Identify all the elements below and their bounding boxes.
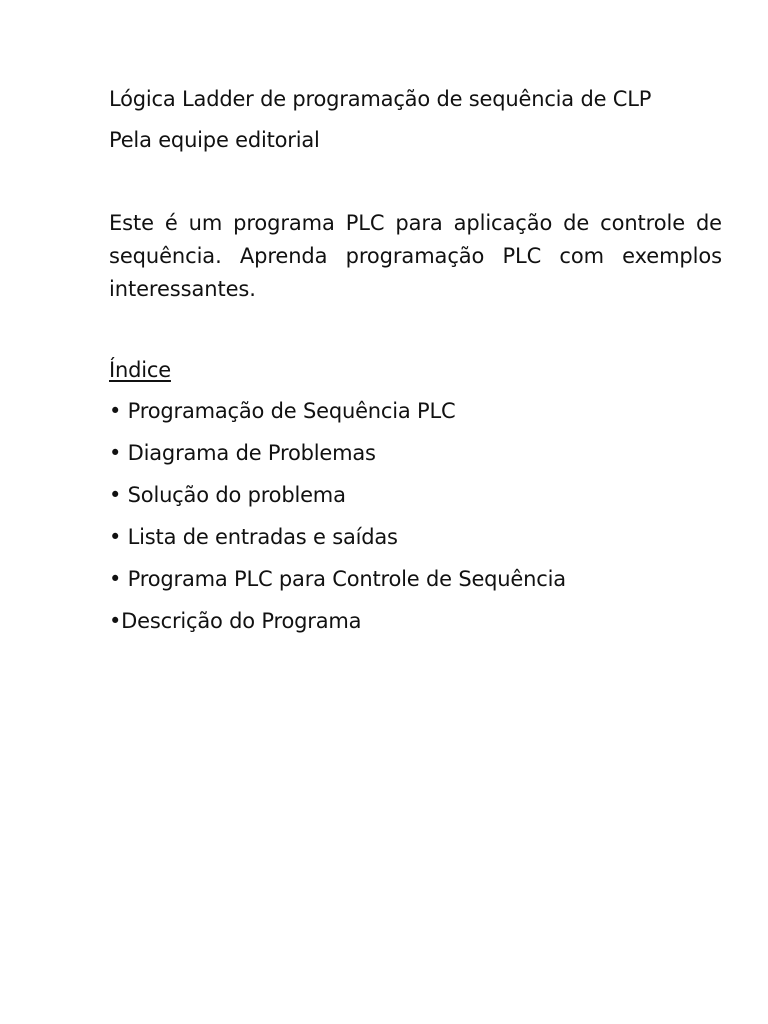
intro-paragraph: Este é um programa PLC para aplicação de controle de sequência. Aprenda programação PLC com exemplos interessantes.	[109, 211, 722, 301]
document-page	[109, 84, 722, 636]
toc-heading: Índice	[109, 358, 171, 382]
document-title: Lógica Ladder de programação de sequência de CLP	[109, 87, 652, 111]
toc-item: • Solução do problema	[109, 483, 346, 507]
toc-item: • Diagrama de Problemas	[109, 441, 376, 465]
toc-item: • Programação de Sequência PLC	[109, 399, 456, 423]
toc-list	[109, 396, 722, 636]
toc-item: • Programa PLC para Controle de Sequência	[109, 567, 566, 591]
document-byline: Pela equipe editorial	[109, 128, 320, 152]
toc-item: • Lista de entradas e saídas	[109, 525, 398, 549]
toc-item: •Descrição do Programa	[109, 609, 362, 633]
